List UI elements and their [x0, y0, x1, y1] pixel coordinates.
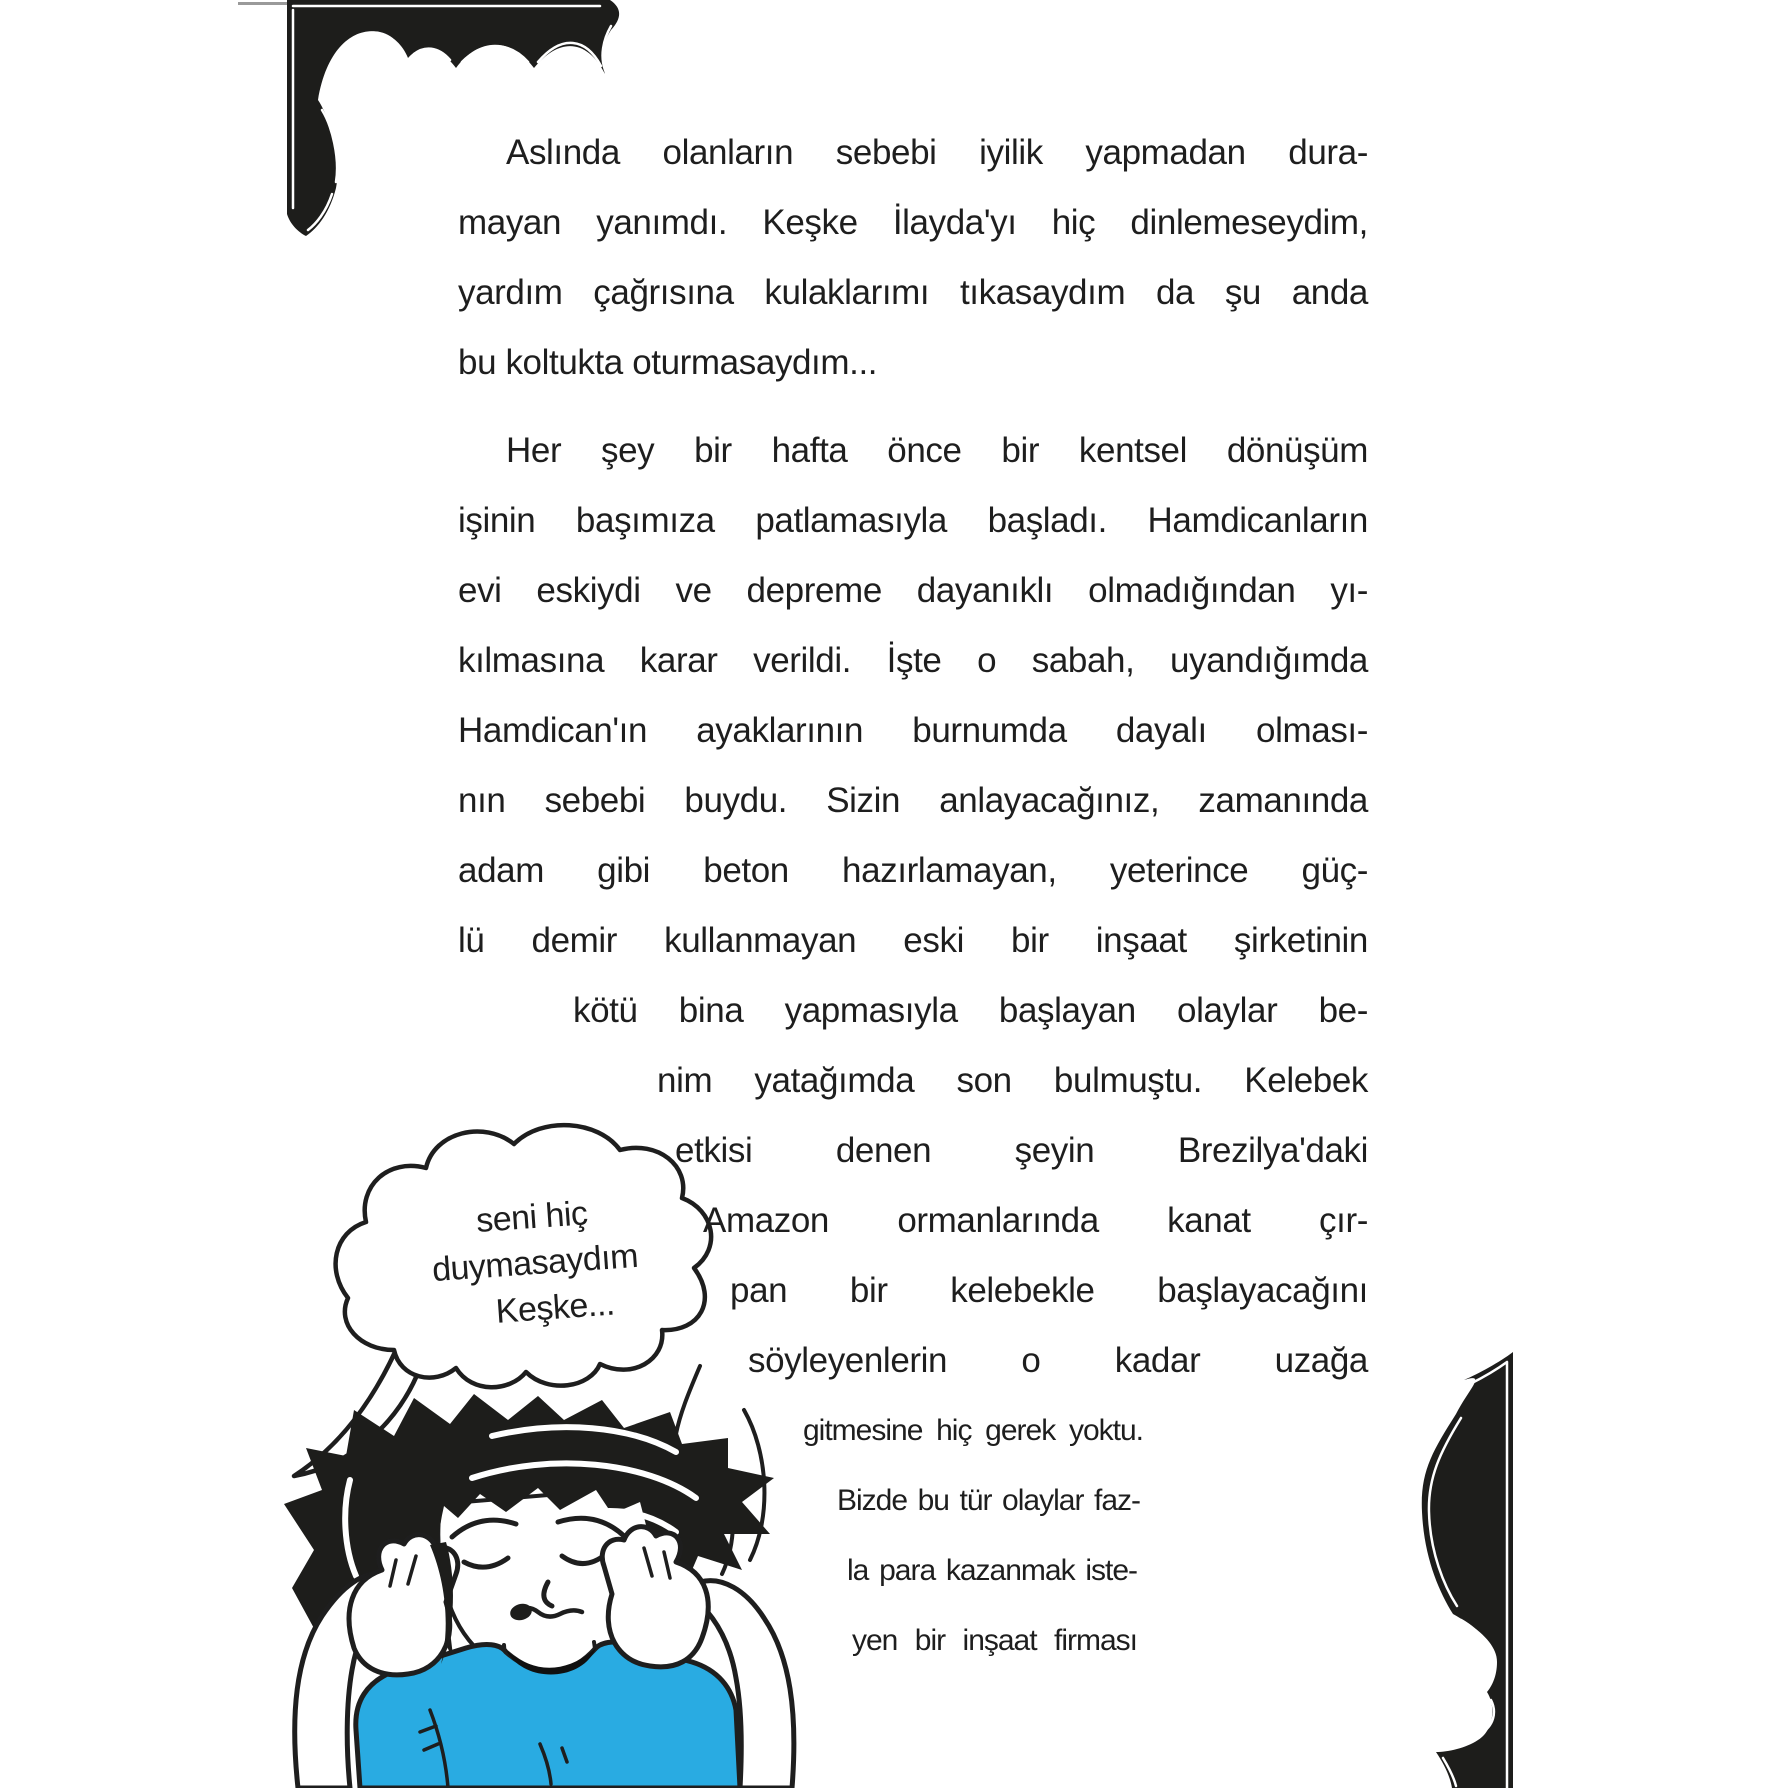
text-line: Bizde bu tür olaylar faz-: [837, 1484, 1140, 1517]
bubble-line: Keşke...: [494, 1284, 616, 1331]
text-line: nın sebebi buydu. Sizin anlayacağınız, zamanında: [458, 781, 1368, 820]
bottom-right-ink-cloud: [1422, 1352, 1513, 1788]
text-line: adam gibi beton hazırlamayan, yeterince güç-: [458, 851, 1368, 890]
scan-line-artifact: [238, 2, 288, 5]
story-text: [458, 118, 1368, 1676]
text-line: kötü bina yapmasıyla başlayan olaylar be-: [573, 991, 1368, 1030]
text-line: Hamdican'ın ayaklarının burnumda dayalı olması-: [458, 711, 1368, 750]
text-line: etkisi denen şeyin Brezilya'daki: [675, 1131, 1368, 1170]
text-line: pan bir kelebekle başlayacağını: [730, 1271, 1368, 1310]
bubble-line: duymasaydım: [430, 1236, 640, 1290]
bubble-line: seni hiç: [474, 1194, 589, 1240]
text-line: la para kazanmak iste-: [847, 1554, 1137, 1587]
text-line: yen bir inşaat firması: [852, 1624, 1137, 1657]
text-line: Aslında olanların sebebi iyilik yapmadan dura-: [506, 133, 1368, 172]
text-line: yardım çağrısına kulaklarımı tıkasaydım da şu anda: [458, 273, 1368, 312]
paragraph-1: [458, 118, 1368, 398]
paragraph-2: [458, 416, 1368, 1676]
text-line: mayan yanımdı. Keşke İlayda'yı hiç dinlemeseydim,: [458, 203, 1368, 242]
text-line: işinin başımıza patlamasıyla başladı. Hamdicanların: [458, 501, 1368, 540]
text-line: Her şey bir hafta önce bir kentsel dönüşüm: [506, 431, 1368, 470]
thought-bubble-text: [388, 1184, 683, 1342]
text-line: lü demir kullanmayan eski bir inşaat şirketinin: [458, 921, 1368, 960]
text-line: bu koltukta oturmasaydım...: [458, 343, 878, 382]
text-line: evi eskiydi ve depreme dayanıklı olmadığından yı-: [458, 571, 1368, 610]
text-line: nim yatağımda son bulmuştu. Kelebek: [657, 1061, 1368, 1100]
text-line: gitmesine hiç gerek yoktu.: [803, 1414, 1143, 1447]
text-line: kılmasına karar verildi. İşte o sabah, uyandığımda: [458, 641, 1368, 680]
text-line: Amazon ormanlarında kanat çır-: [703, 1201, 1368, 1240]
text-line: söyleyenlerin o kadar uzağa: [748, 1341, 1368, 1380]
